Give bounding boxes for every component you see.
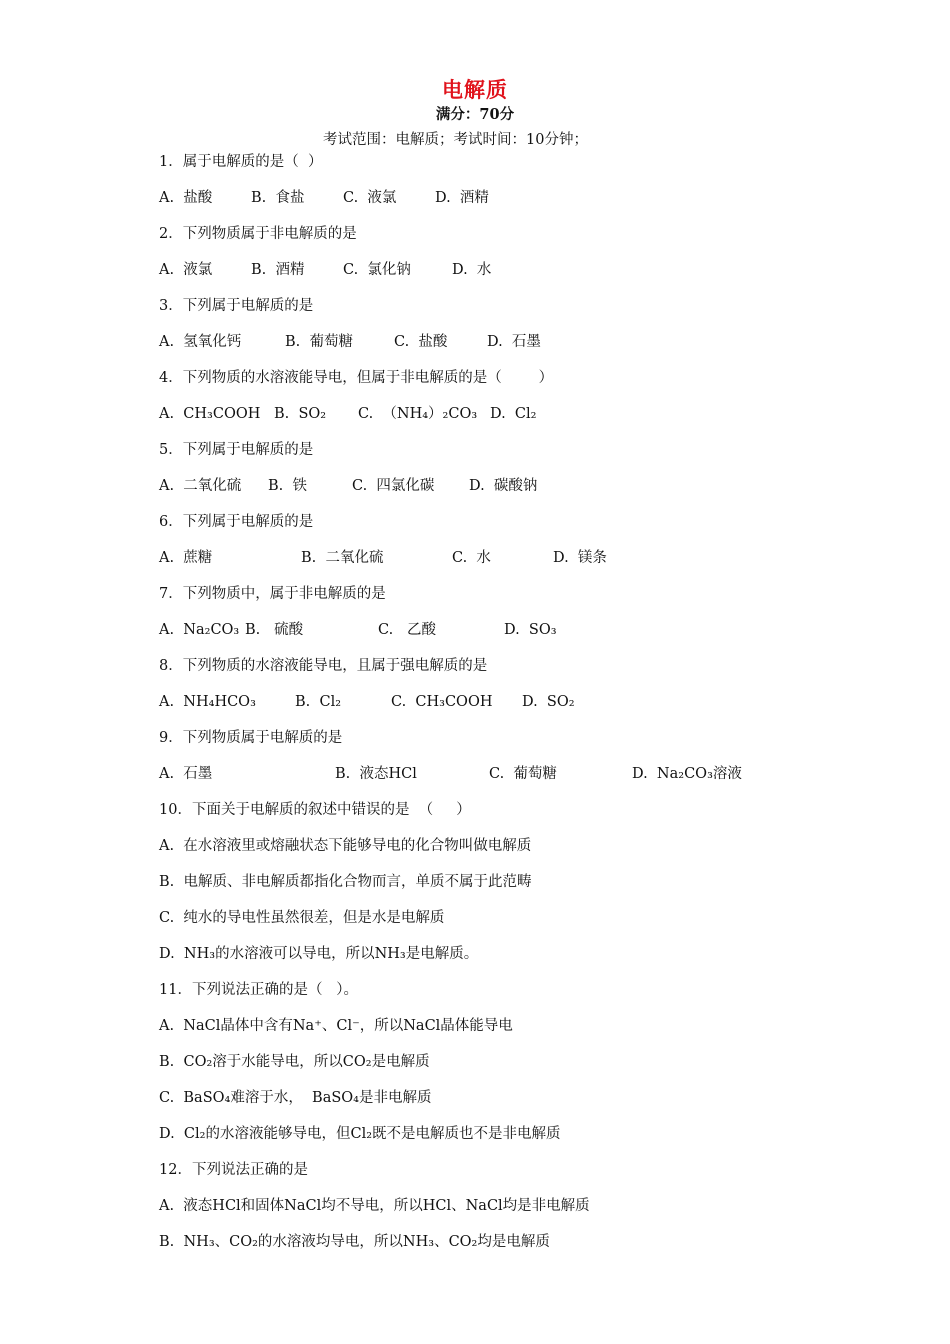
question-8-option-d: D. SO₂ bbox=[522, 694, 575, 710]
question-6-option-c: C. 水 bbox=[452, 550, 491, 566]
question-8-option-b: B. Cl₂ bbox=[295, 694, 342, 710]
question-4-option-c: C. （NH₄）₂CO₃ bbox=[358, 406, 478, 422]
question-1-option-c: C. 液氯 bbox=[343, 190, 397, 206]
question-5-option-c: C. 四氯化碳 bbox=[352, 478, 435, 494]
question-10-option-c: C. 纯水的导电性虽然很差，但是水是电解质 bbox=[159, 910, 445, 926]
question-8-option-a: A. NH₄HCO₃ bbox=[159, 694, 256, 710]
question-11-stem: 11．下列说法正确的是（ ）。 bbox=[159, 982, 359, 998]
question-5-stem: 5．下列属于电解质的是 bbox=[159, 442, 314, 458]
question-7-option-c: C. 乙酸 bbox=[378, 622, 437, 638]
page-title: 电解质 bbox=[442, 77, 508, 102]
question-11-option-d: D. Cl₂的水溶液能够导电，但Cl₂既不是电解质也不是非电解质 bbox=[159, 1126, 561, 1142]
question-3-stem: 3．下列属于电解质的是 bbox=[159, 298, 314, 314]
question-5-option-a: A. 二氧化硫 bbox=[159, 478, 242, 494]
question-9-stem: 9．下列物质属于电解质的是 bbox=[159, 730, 343, 746]
question-9-option-d: D. Na₂CO₃溶液 bbox=[632, 766, 742, 782]
question-11-option-b: B. CO₂溶于水能导电，所以CO₂是电解质 bbox=[159, 1054, 430, 1070]
question-2-option-d: D. 水 bbox=[452, 262, 492, 278]
question-1-option-a: A. 盐酸 bbox=[159, 190, 213, 206]
question-3-option-c: C. 盐酸 bbox=[394, 334, 448, 350]
question-6-option-a: A. 蔗糖 bbox=[159, 550, 213, 566]
question-9-option-b: B. 液态HCl bbox=[335, 766, 417, 782]
question-9-option-a: A. 石墨 bbox=[159, 766, 213, 782]
question-12-stem: 12．下列说法正确的是 bbox=[159, 1162, 308, 1178]
question-8-option-c: C. CH₃COOH bbox=[391, 694, 493, 710]
question-2-stem: 2．下列物质属于非电解质的是 bbox=[159, 226, 357, 242]
question-7-stem: 7．下列物质中，属于非电解质的是 bbox=[159, 586, 386, 602]
question-12-option-a: A. 液态HCl和固体NaCl均不导电，所以HCl、NaCl均是非电解质 bbox=[159, 1198, 590, 1214]
question-10-stem: 10．下面关于电解质的叙述中错误的是 （ ） bbox=[159, 802, 471, 818]
question-4-option-b: B. SO₂ bbox=[274, 406, 327, 422]
question-7-option-d: D. SO₃ bbox=[504, 622, 557, 638]
question-6-option-b: B. 二氧化硫 bbox=[301, 550, 384, 566]
question-10-option-b: B. 电解质、非电解质都指化合物而言，单质不属于此范畴 bbox=[159, 874, 532, 890]
question-6-option-d: D. 镁条 bbox=[553, 550, 607, 566]
question-11-option-c: C. BaSO₄难溶于水， BaSO₄是非电解质 bbox=[159, 1090, 432, 1106]
question-11-option-a: A. NaCl晶体中含有Na⁺、Cl⁻，所以NaCl晶体能导电 bbox=[159, 1018, 513, 1034]
question-7-option-a: A. Na₂CO₃ bbox=[159, 622, 240, 638]
question-8-stem: 8．下列物质的水溶液能导电，且属于强电解质的是 bbox=[159, 658, 488, 674]
question-10-option-a: A. 在水溶液里或熔融状态下能够导电的化合物叫做电解质 bbox=[159, 838, 532, 854]
question-12-option-b: B. NH₃、CO₂的水溶液均导电，所以NH₃、CO₂均是电解质 bbox=[159, 1234, 550, 1250]
question-1-stem: 1．属于电解质的是（ ） bbox=[159, 154, 323, 170]
question-1-option-b: B. 食盐 bbox=[251, 190, 305, 206]
question-4-stem: 4．下列物质的水溶液能导电，但属于非电解质的是（ ） bbox=[159, 370, 554, 386]
question-5-option-d: D. 碳酸钠 bbox=[469, 478, 538, 494]
question-3-option-b: B. 葡萄糖 bbox=[285, 334, 353, 350]
full-score: 满分：70分 bbox=[435, 106, 515, 123]
question-7-option-b: B. 硫酸 bbox=[245, 622, 304, 638]
question-2-option-c: C. 氯化钠 bbox=[343, 262, 411, 278]
question-4-option-d: D. Cl₂ bbox=[490, 406, 537, 422]
question-3-option-a: A. 氢氧化钙 bbox=[159, 334, 242, 350]
question-5-option-b: B. 铁 bbox=[268, 478, 307, 494]
question-4-option-a: A. CH₃COOH bbox=[159, 406, 261, 422]
exam-scope: 考试范围：电解质；考试时间：10分钟； bbox=[323, 132, 588, 148]
question-1-option-d: D. 酒精 bbox=[435, 190, 489, 206]
question-9-option-c: C. 葡萄糖 bbox=[489, 766, 557, 782]
question-3-option-d: D. 石墨 bbox=[487, 334, 541, 350]
question-10-option-d: D. NH₃的水溶液可以导电，所以NH₃是电解质。 bbox=[159, 946, 479, 962]
question-2-option-b: B. 酒精 bbox=[251, 262, 305, 278]
question-2-option-a: A. 液氯 bbox=[159, 262, 213, 278]
question-6-stem: 6．下列属于电解质的是 bbox=[159, 514, 314, 530]
